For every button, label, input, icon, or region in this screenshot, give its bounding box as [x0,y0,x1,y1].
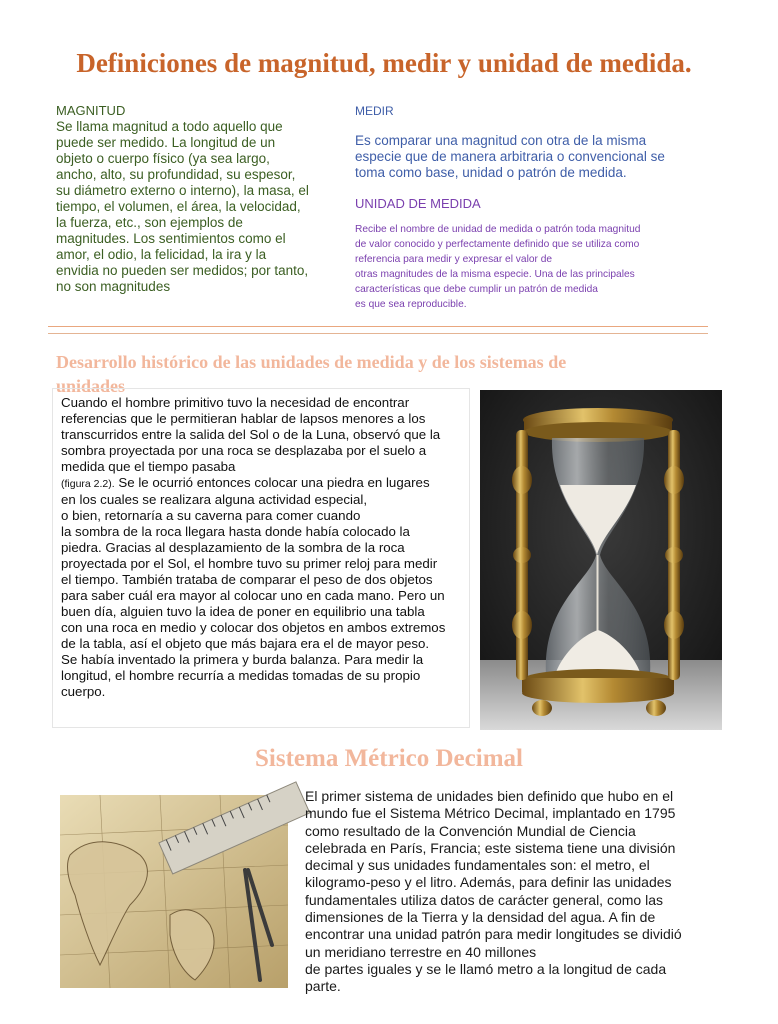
text-line: en los cuales se realizara alguna actividad especial, [61,492,368,507]
text-fragment: Se le ocurrió entonces colocar una piedra en lugares [114,475,430,490]
text-line: transcurridos entre la salida del Sol o de la Luna, observó que la [61,427,441,442]
text-line: parte. [305,978,341,995]
hourglass-image [480,390,722,730]
text-line: un meridiano terrestre en 40 millones [305,943,537,960]
text-line: de la tabla, así el objeto que más bajara era el de mayor peso. [61,636,430,651]
divider-line [48,326,708,327]
text-line: características que debe cumplir un patrón de medida [355,284,598,295]
historico-title-line: unidades [56,376,126,396]
unidad-heading: UNIDAD DE MEDIDA [355,196,481,211]
text-line: kilogramo-peso y el litro. Además, para definir las unidades [305,874,672,891]
medir-heading: MEDIR [355,104,394,118]
text-line: para saber cuál era mayor al colocar uno en cada mano. Pero un [61,588,445,603]
text-line: dimensiones de la Tierra y la densidad del agua. A fin de [305,909,656,926]
text-line: es que sea reproducible. [355,299,467,310]
text-line: objeto o cuerpo físico (ya sea largo, [56,151,270,166]
text-line: ancho, alto, su profundidad, su espesor, [56,167,296,182]
text-line: piedra. Gracias al desplazamiento de la sombra de la roca [61,540,405,555]
figure-reference: (figura 2.2). [61,478,115,490]
text-line: cuerpo. [61,684,106,699]
text-line: encontrar una unidad patrón para medir longitudes se dividió [305,926,682,943]
text-line: no son magnitudes [56,279,171,294]
historico-title-line: Desarrollo histórico de las unidades de medida y de los sistemas de [56,352,567,372]
text-line: especie que de manera arbitraria o convencional se [355,149,665,164]
text-line: la sombra de la roca llegara hasta donde había colocado la [61,524,410,539]
text-line: sombra proyectada por una roca se desplazaba por el suelo a [61,443,427,458]
text-line: fundamentales utiliza datos de carácter general, como las [305,891,663,908]
page-title: Definiciones de magnitud, medir y unidad de medida. [76,48,692,78]
text-line: decimal y sus unidades fundamentales son: el metro, el [305,857,650,874]
text-line: el tiempo. También trataba de comparar el peso de dos objetos [61,572,433,587]
text-line: medida que el tiempo pasaba [61,459,236,474]
historico-title [56,350,696,396]
smd-title: Sistema Métrico Decimal [255,745,523,772]
magnitud-text [56,119,321,295]
text-line: de valor conocido y perfectamente definido que se utiliza como [355,239,640,250]
medir-text [355,133,685,181]
text-line: Es comparar una magnitud con otra de la misma [355,133,647,148]
map-ruler-image [60,795,288,988]
text-line: o bien, retornaría a su caverna para comer cuando [61,508,361,523]
text-line: magnitudes. Los sentimientos como el [56,231,286,246]
text-line: Cuando el hombre primitivo tuvo la necesidad de encontrar [61,395,410,410]
text-line: referencia para medir y expresar el valor de [355,254,553,265]
text-line: toma como base, unidad o patrón de medida. [355,165,627,180]
unidad-text [355,222,685,312]
text-line: amor, el odio, la felicidad, la ira y la [56,247,267,262]
text-line: longitud, el hombre recurría a medidas tomadas de su propio [61,668,421,683]
text-line: como resultado de la Convención Mundial de Ciencia [305,822,636,839]
text-line: Recibe el nombre de unidad de medida o patrón toda magnitud [355,224,641,235]
text-line: envidia no pueden ser medidos; por tanto, [56,263,309,278]
text-line: puede ser medido. La longitud de un [56,135,276,150]
text-line: tiempo, el volumen, el área, la velocidad, [56,199,301,214]
text-line: otras magnitudes de la misma especie. Una de las principales [355,269,635,280]
text-line: celebrada en París, Francia; este sistema tiene una división [305,839,676,856]
text-line: Se había inventado la primera y burda balanza. Para medir la [61,652,424,667]
text-line: referencias que le permitieran hablar de lapsos menores a los [61,411,426,426]
historico-textbox [52,388,470,728]
smd-text [305,788,725,996]
divider-line [48,333,708,334]
magnitud-section [56,103,321,295]
magnitud-heading: MAGNITUD [56,103,126,118]
text-line: El primer sistema de unidades bien definido que hubo en el [305,788,674,804]
text-line: con una roca en medio y colocar dos objetos en ambos extremos [61,620,446,635]
medir-unidad-section [355,103,685,312]
text-line: Se llama magnitud a todo aquello que [56,119,283,134]
text-line: de partes iguales y se le llamó metro a la longitud de cada [305,960,667,977]
text-line: la fuerza, etc., son ejemplos de [56,215,243,230]
text-line: su diámetro externo o interno), la masa, el [56,183,309,198]
text-line: proyectada por el Sol, el hombre tuvo su primer reloj para medir [61,556,438,571]
text-line: mundo fue el Sistema Métrico Decimal, implantado en 1795 [305,805,676,822]
text-line [61,475,461,492]
text-line: buen día, alguien tuvo la idea de poner en equilibrio una tabla [61,604,425,619]
